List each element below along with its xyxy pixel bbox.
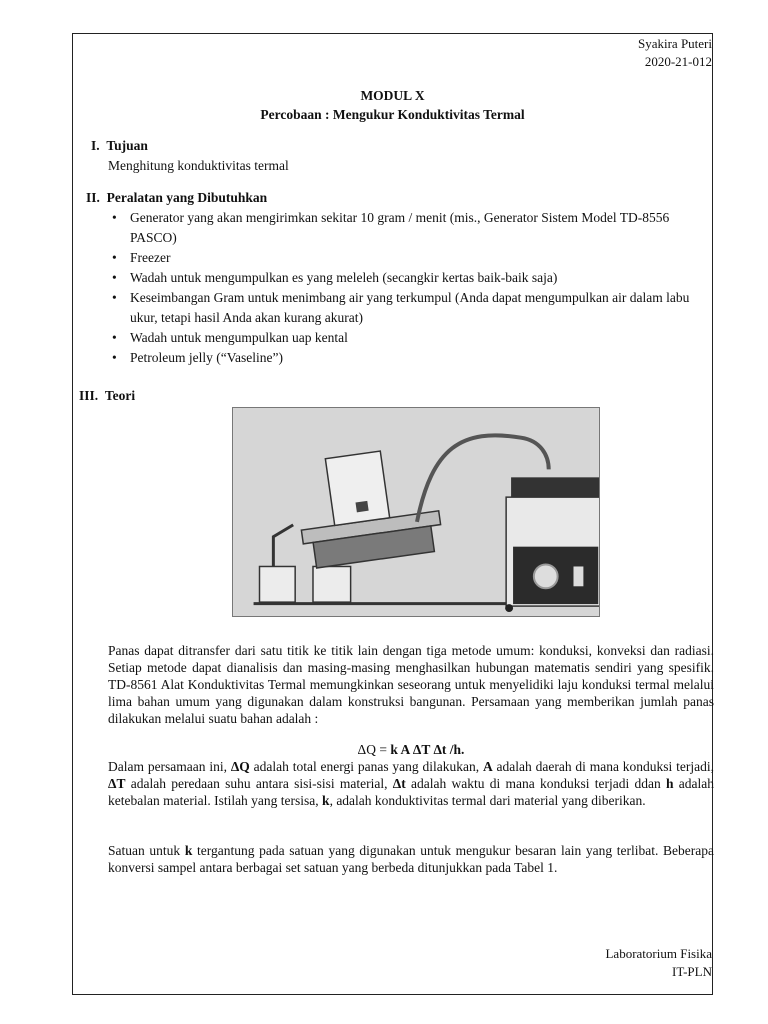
section-peralatan-heading [86,189,267,207]
apparatus-photo [232,407,600,617]
equation-lhs: ΔQ = [357,742,387,757]
text-run: adalah waktu di mana konduksi terjadi ddan [405,776,666,791]
text-run: adalah peredaan suhu antara sisi-sisi material, [125,776,393,791]
variable-term: ΔQ [230,759,250,774]
tujuan-text: Menghitung konduktivitas termal [108,158,289,173]
title-block [72,86,713,124]
footer-lab: Laboratorium Fisika [605,946,712,961]
section-number: III. [79,388,99,403]
section-title: Teori [104,388,136,403]
module-title: MODUL X [360,88,425,103]
theory-paragraph-3 [108,842,714,876]
list-item: • Keseimbangan Gram untuk menimbang air yang terkumpul (Anda dapat mengumpulkan air dalam labu ukur, tetapi hasil Anda akan kurang akurat) [130,288,690,328]
variable-term: A [482,759,493,774]
list-item: • Wadah untuk mengumpulkan uap kental [130,328,690,348]
variable-term: ΔT [108,776,126,791]
variable-term: Δt [392,776,406,791]
section-title: Peralatan yang Dibutuhkan [106,190,268,205]
author-block [638,35,712,71]
variable-term: h [666,776,674,791]
author-name: Syakira Puteri [637,36,712,51]
list-item: • Freezer [130,248,690,268]
section-teori-heading [79,387,135,405]
section-number: II. [86,190,100,205]
variable-term: k [322,793,330,808]
author-id: 2020-21-012 [644,54,712,69]
variable-term: k [184,843,193,858]
section-title: Tujuan [106,138,148,153]
theory-paragraph-2 [108,758,714,809]
text-run: tergantung pada satuan yang digunakan untuk mengukur besaran lain yang terlibat. Beberapa konversi sampel antara berbagai set satuan yang berbeda ditunjukkan pada Tabel 1. [108,843,714,875]
equipment-list [108,208,690,368]
experiment-title: Percobaan : Mengukur Konduktivitas Termal [260,107,525,122]
text-run: adalah total energi panas yang dilakukan, [249,759,483,774]
footer-institution: IT-PLN [672,964,712,979]
footer-block [605,945,712,981]
text-run: Satuan untuk [108,843,185,858]
section-tujuan-heading [91,137,148,155]
theory-paragraph-1: Panas dapat ditransfer dari satu titik ke titik lain dengan tiga metode umum: konduksi, konveksi dan radiasi. Setiap metode dapat dianalisis dan masing-masing menghasilkan hubungan matematis sendiri yang spesifik. TD-8561 Alat Konduktivitas Termal memungkinkan seseorang untuk menyelidiki laju konduksi termal melalui lima bahan umum yang digunakan dalam konstruksi bangunan. Persamaan yang memberikan jumlah panas dilakukan melalui suatu bahan adalah : [108,643,714,726]
list-item: • Wadah untuk mengumpulkan es yang meleleh (secangkir kertas baik-baik saja) [130,268,690,288]
heat-equation [108,741,714,758]
list-item: • Generator yang akan mengirimkan sekitar 10 gram / menit (mis., Generator Sistem Model TD-8556 PASCO) [130,208,690,248]
apparatus-illustration [233,408,599,616]
equation-rhs: k A ΔT Δt /h. [390,742,465,757]
text-run: adalah ketebalan material. Istilah yang tersisa, [108,776,714,808]
text-run: , adalah konduktivitas termal dari material yang diberikan. [329,793,646,808]
text-run: Dalam persamaan ini, [108,759,231,774]
list-item: • Petroleum jelly (“Vaseline”) [130,348,690,368]
section-number: I. [91,138,100,153]
text-run: adalah daerah di mana konduksi terjadi, [492,759,715,774]
